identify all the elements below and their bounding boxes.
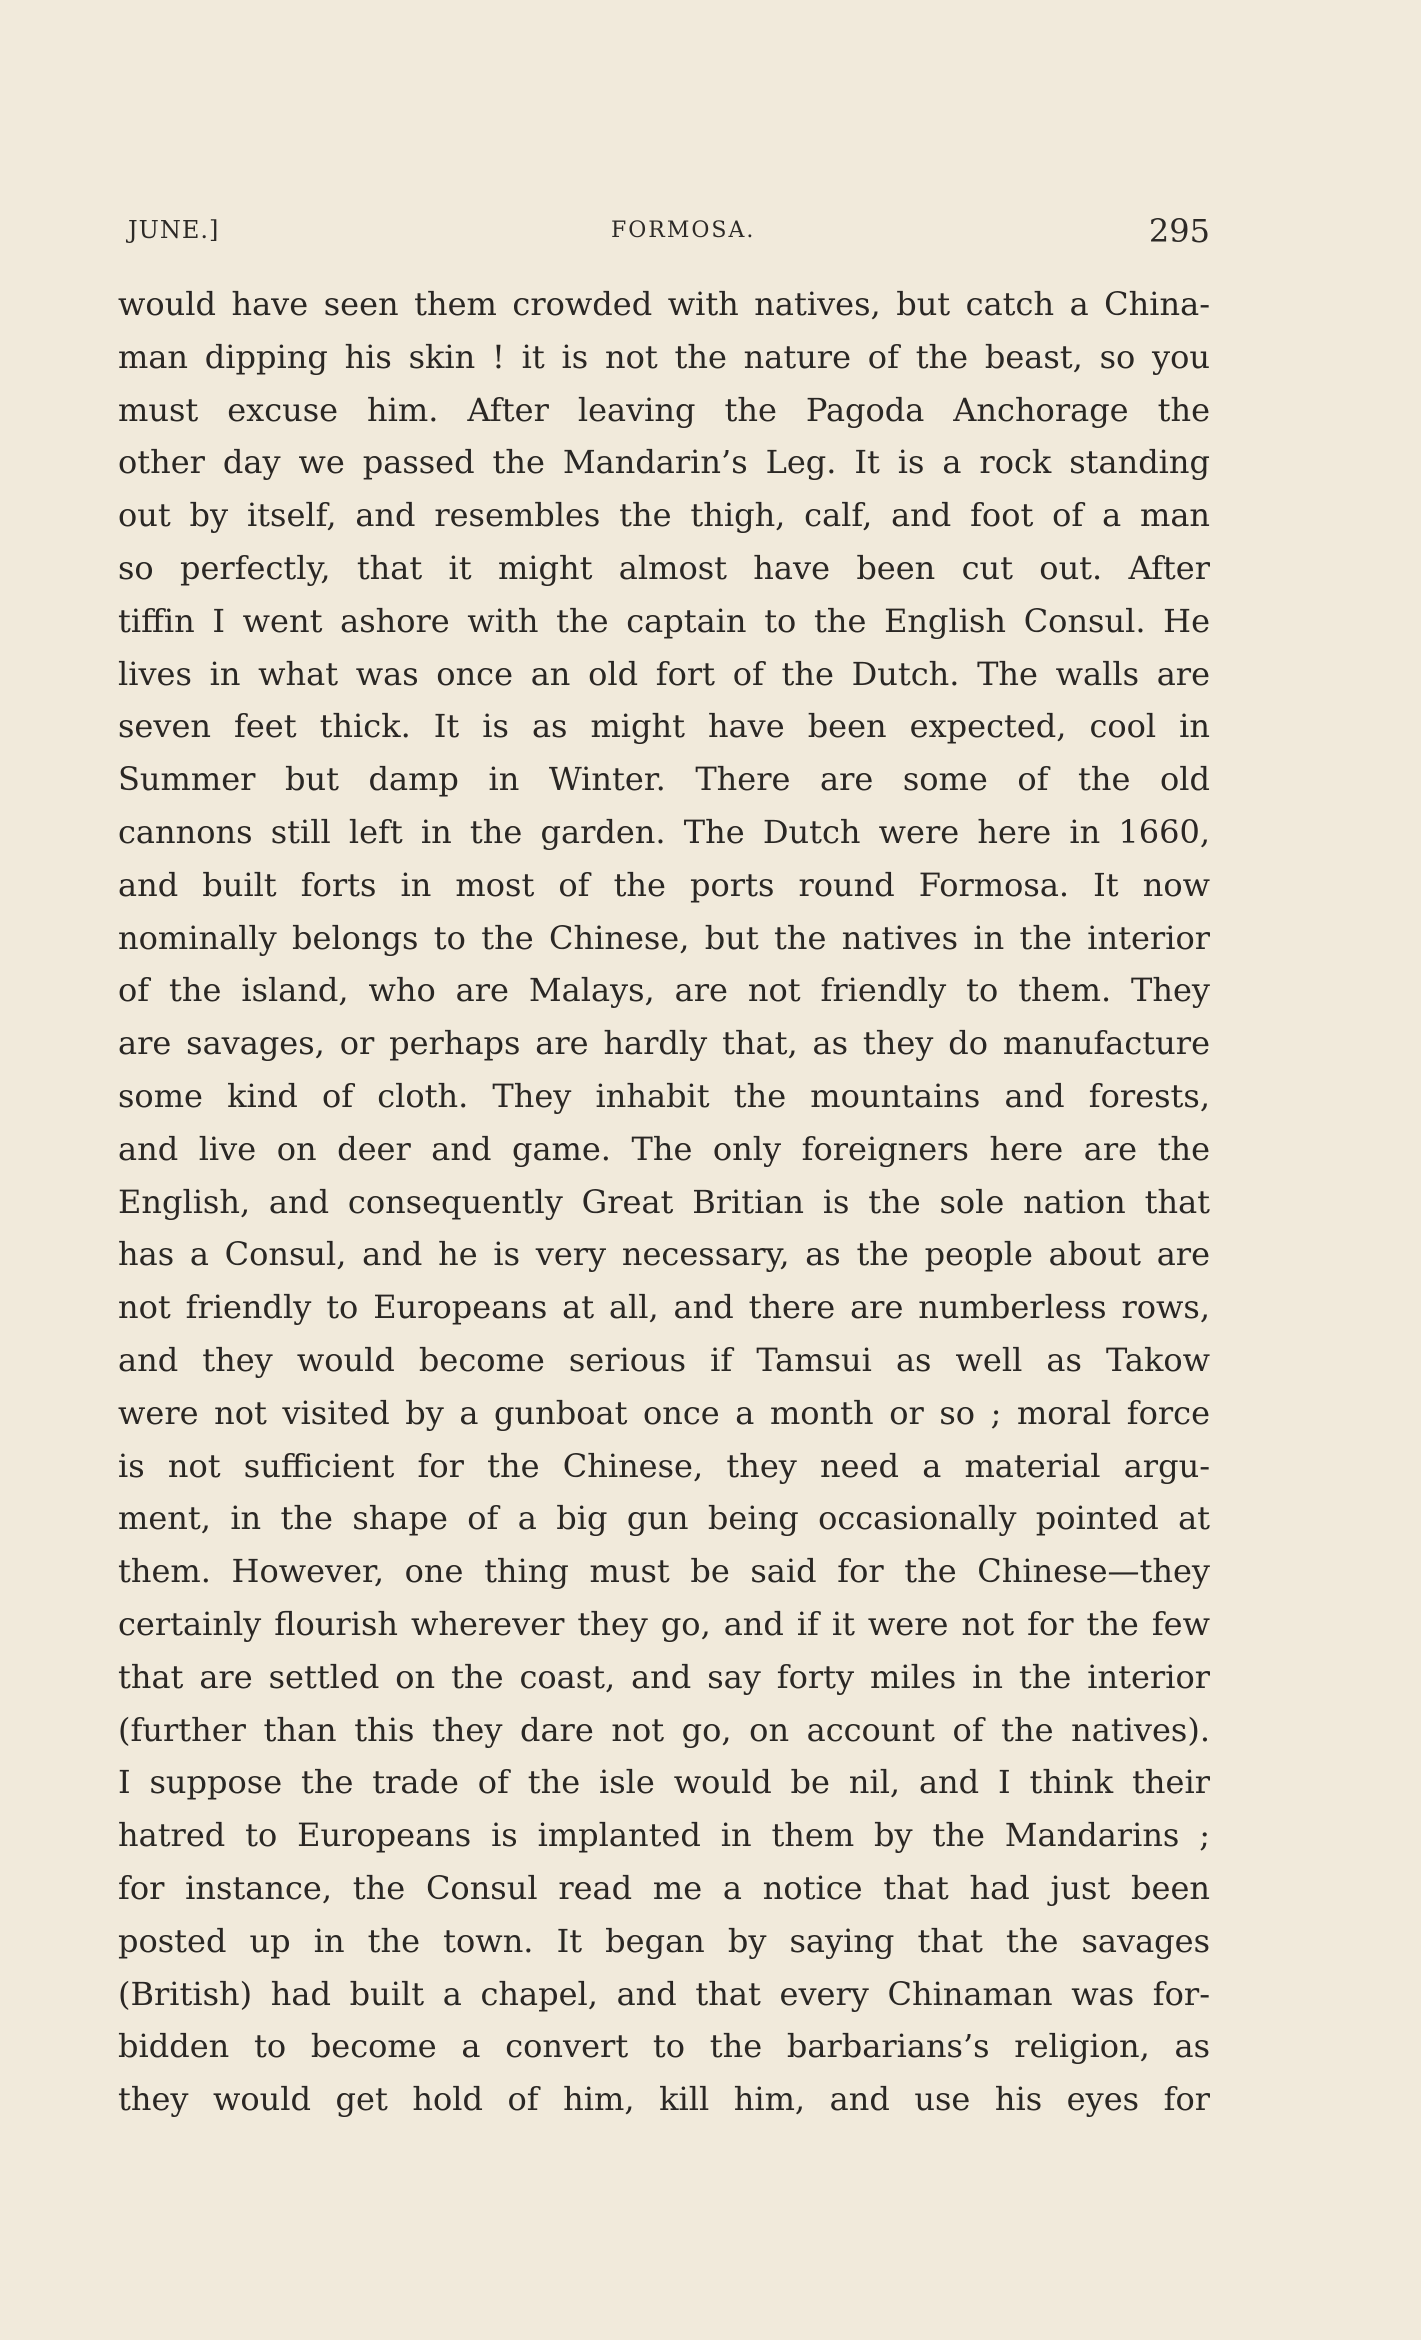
text-line: they would get hold of him, kill him, and use his eyes for: [118, 2080, 1210, 2119]
text-line: some kind of cloth. They inhabit the mountains and forests,: [118, 1076, 1210, 1115]
body-text: [118, 278, 1210, 2126]
text-line: are savages, or perhaps are hardly that, as they do manufacture: [118, 1024, 1210, 1063]
text-line: not friendly to Europeans at all, and there are numberless rows,: [118, 1288, 1210, 1327]
text-line: so perfectly, that it might almost have been cut out. After: [118, 548, 1210, 587]
text-line: (British) had built a chapel, and that every Chinaman was for-: [118, 1974, 1210, 2013]
text-line: certainly flourish wherever they go, and if it were not for the few: [118, 1604, 1210, 1643]
header-title: FORMOSA.: [611, 218, 756, 243]
text-line: must excuse him. After leaving the Pagoda Anchorage the: [118, 390, 1210, 429]
text-line: nominally belongs to the Chinese, but the natives in the interior: [118, 918, 1210, 957]
text-line: (further than this they dare not go, on account of the natives).: [118, 1710, 1210, 1749]
text-line: posted up in the town. It began by saying that the savages: [118, 1921, 1210, 1960]
text-line: and they would become serious if Tamsui as well as Takow: [118, 1340, 1210, 1379]
text-line: man dipping his skin ! it is not the nature of the beast, so you: [118, 337, 1210, 376]
text-line: that are settled on the coast, and say forty miles in the interior: [118, 1657, 1210, 1696]
text-line: ment, in the shape of a big gun being occasionally pointed at: [118, 1499, 1210, 1538]
text-line: them. However, one thing must be said for the Chinese—they: [118, 1552, 1210, 1591]
text-line: were not visited by a gunboat once a month or so ; moral force: [118, 1393, 1210, 1432]
text-line: of the island, who are Malays, are not friendly to them. They: [118, 971, 1210, 1010]
text-line: other day we passed the Mandarin’s Leg. It is a rock standing: [118, 443, 1210, 482]
page-number: 295: [1148, 212, 1210, 250]
text-line: seven feet thick. It is as might have been expected, cool in: [118, 707, 1210, 746]
text-line: Summer but damp in Winter. There are some of the old: [118, 760, 1210, 799]
text-line: and built forts in most of the ports round Formosa. It now: [118, 865, 1210, 904]
text-line: hatred to Europeans is implanted in them by the Mandarins ;: [118, 1816, 1210, 1855]
text-line: for instance, the Consul read me a notice that had just been: [118, 1868, 1210, 1907]
text-line: and live on deer and game. The only foreigners here are the: [118, 1129, 1210, 1168]
text-line: English, and consequently Great Britian is the sole nation that: [118, 1182, 1210, 1221]
text-line: I suppose the trade of the isle would be nil, and I think their: [118, 1763, 1210, 1802]
text-line: is not sufficient for the Chinese, they need a material argu-: [118, 1446, 1210, 1485]
text-line: lives in what was once an old fort of the Dutch. The walls are: [118, 654, 1210, 693]
running-header: [128, 212, 1210, 252]
text-line: would have seen them crowded with natives, but catch a China-: [118, 285, 1210, 323]
text-line: out by itself, and resembles the thigh, calf, and foot of a man: [118, 496, 1210, 535]
text-line: cannons still left in the garden. The Dutch were here in 1660,: [118, 812, 1210, 851]
text-line: bidden to become a convert to the barbarians’s religion, as: [118, 2027, 1210, 2066]
text-line: has a Consul, and he is very necessary, as the people about are: [118, 1235, 1210, 1274]
text-line: tiffin I went ashore with the captain to the English Consul. He: [118, 601, 1210, 640]
header-month: JUNE.]: [128, 216, 220, 244]
